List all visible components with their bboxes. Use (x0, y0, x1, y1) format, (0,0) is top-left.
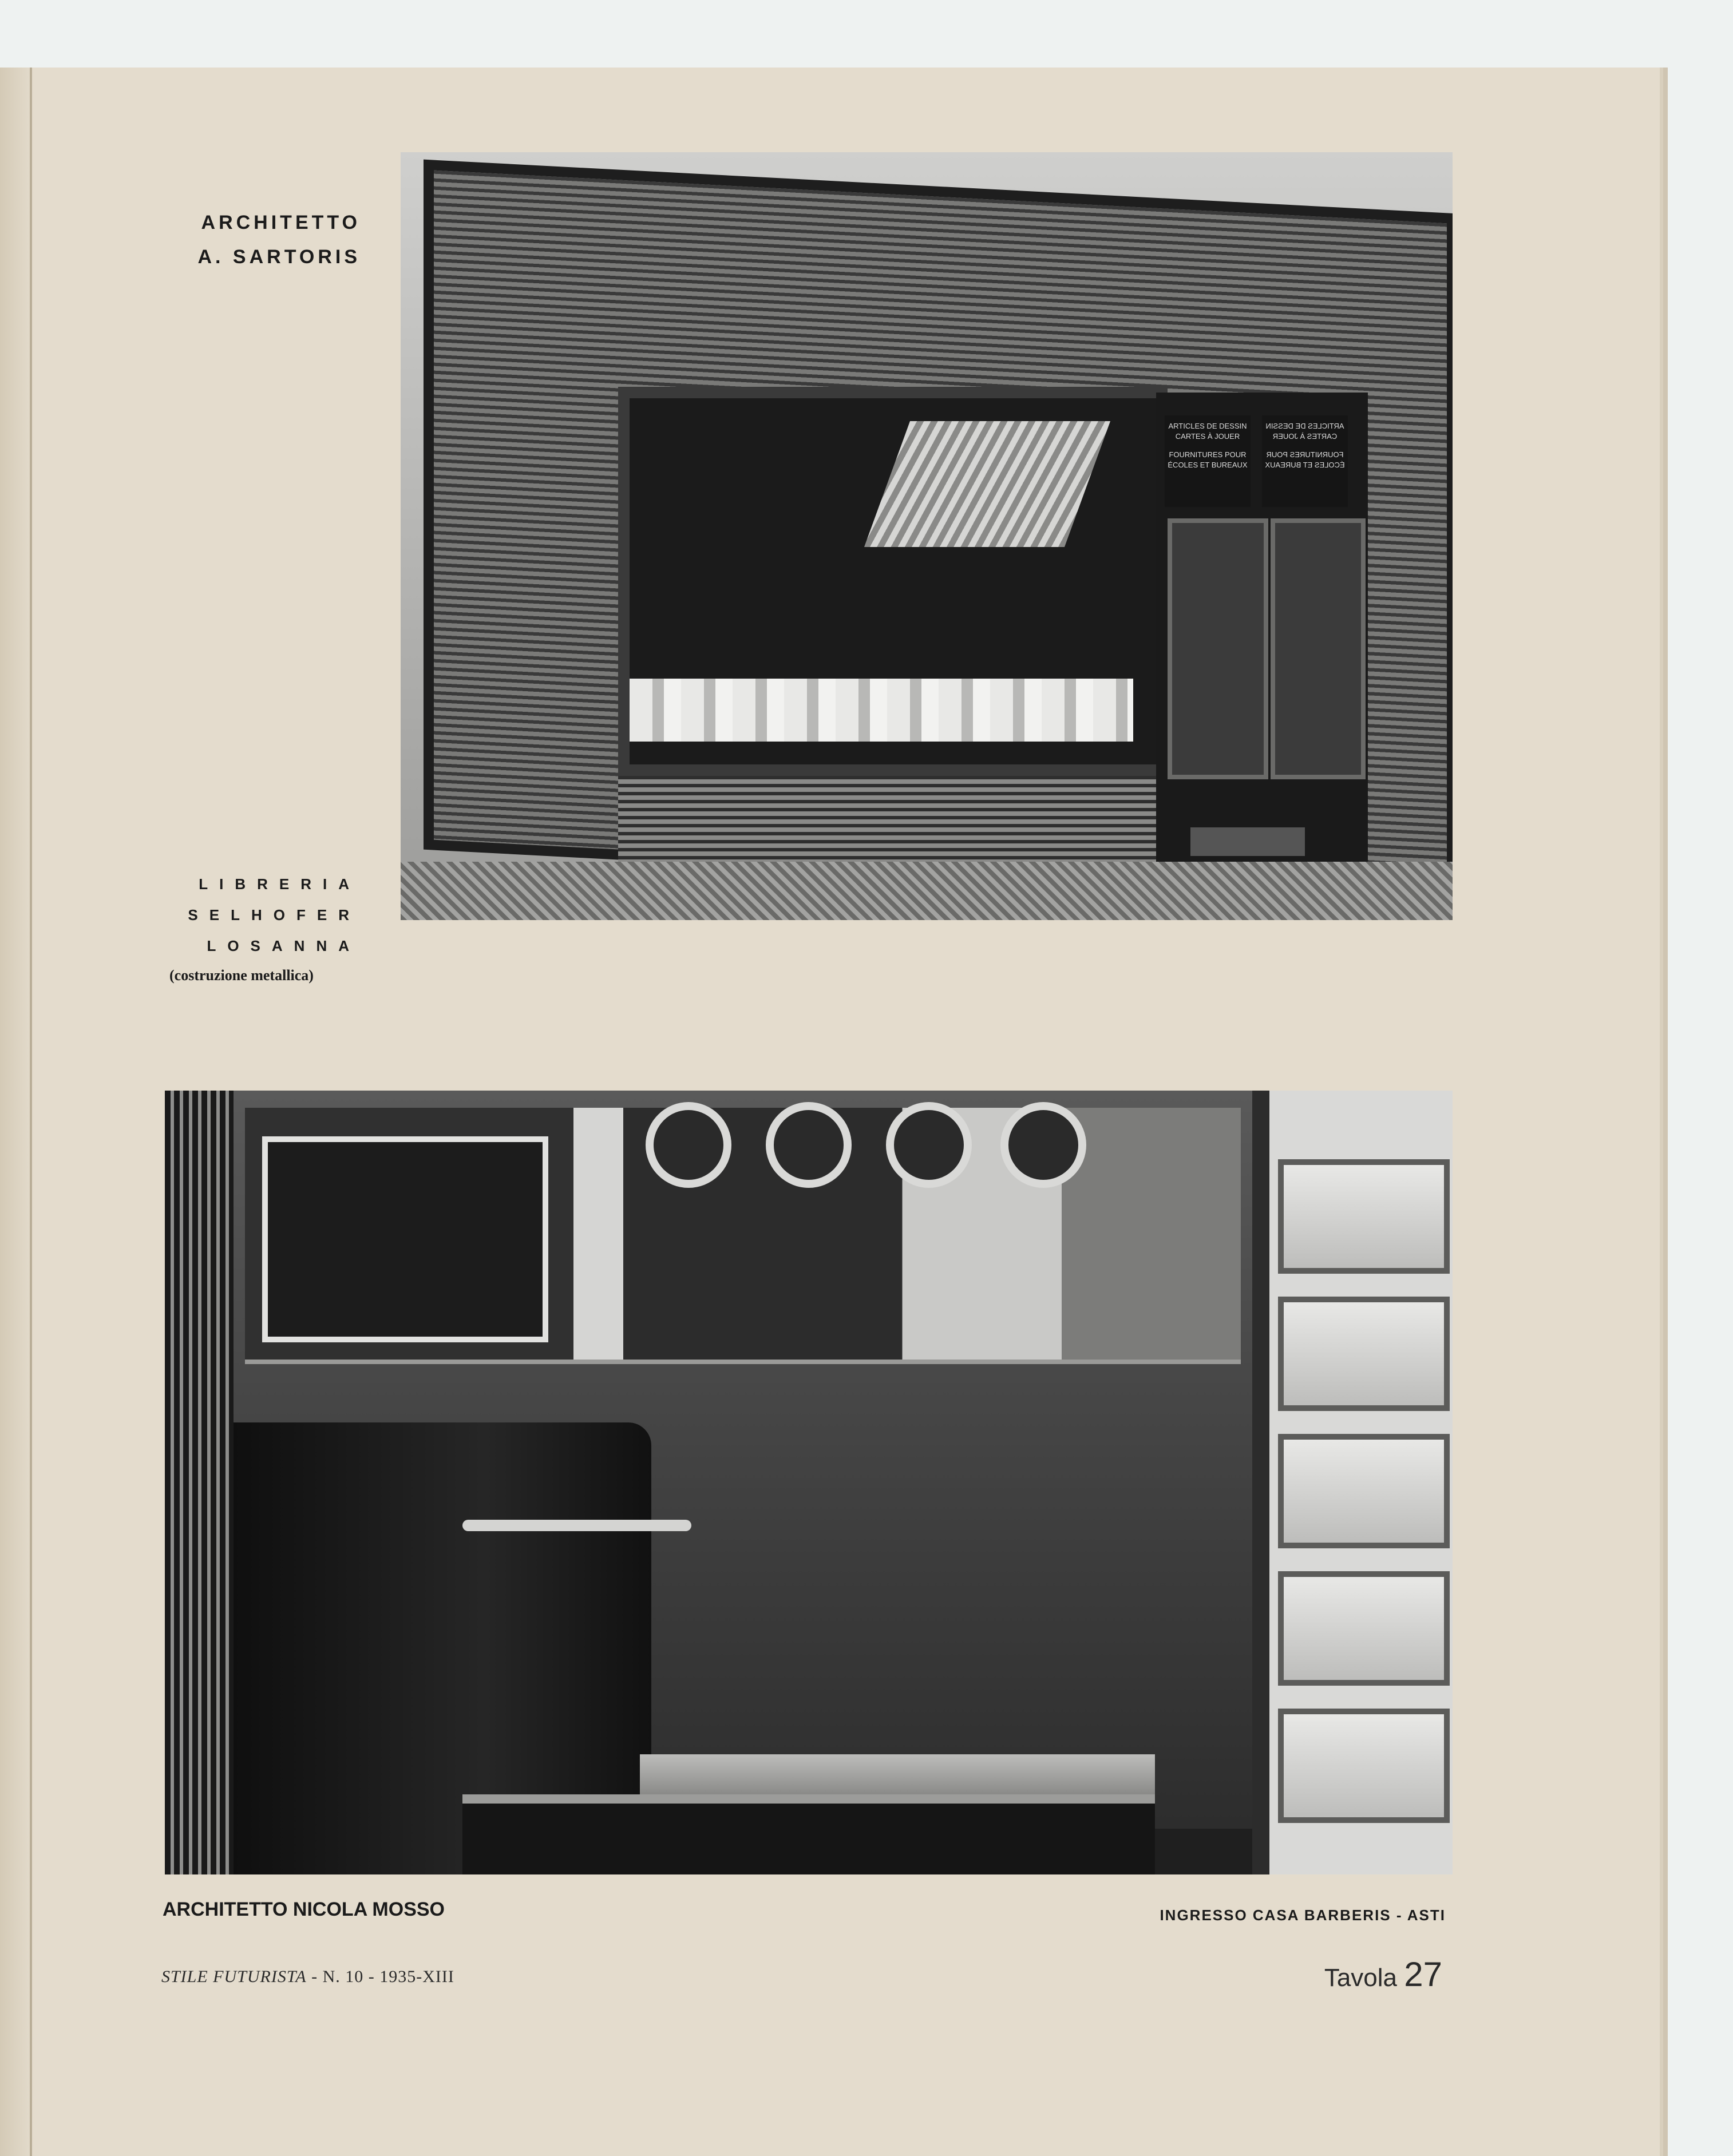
subject-line-1: LIBRERIA (199, 875, 361, 893)
bottom-architect-caption: ARCHITETTO NICOLA MOSSO (163, 1899, 445, 1920)
left-door-frame (165, 1091, 234, 1874)
ceiling-lamp-ring (1000, 1102, 1086, 1188)
book-display (630, 679, 1133, 742)
glass-door-right (1271, 518, 1366, 779)
footer-publication (161, 1967, 454, 1987)
ceiling-lamp-ring (766, 1102, 852, 1188)
architect-line-2: A. SARTORIS (197, 246, 361, 268)
photo-shopfront (401, 152, 1453, 920)
sign-text: ÉCOLES ET BUREAUX (1265, 461, 1345, 469)
subject-line-3: LOSANNA (207, 937, 361, 954)
bottom-subject-caption: INGRESSO CASA BARBERIS - ASTI (1160, 1907, 1446, 1924)
window-base (618, 776, 1168, 873)
glass-door-left (1168, 518, 1268, 779)
binding-gutter (30, 68, 32, 2156)
sign-text: CARTES À JOUER (1175, 432, 1240, 441)
plate-number: 27 (1404, 1955, 1442, 1993)
issue-info: - N. 10 - 1935-XIII (306, 1967, 454, 1986)
sign-text: ÉCOLES ET BUREAUX (1168, 461, 1248, 469)
construction-note: (costruzione metallica) (169, 967, 314, 984)
plate-number-label (1259, 1955, 1442, 1994)
photo-entrance-hall (165, 1091, 1453, 1874)
sign-text: ARTICLES DE DESSIN (1265, 422, 1344, 430)
ceiling-lamp-ring (886, 1102, 972, 1188)
door-glass-panel (1278, 1709, 1450, 1823)
chrome-towel-rail (462, 1520, 691, 1531)
magazine-title: STILE FUTURISTA (161, 1967, 307, 1986)
door-glass-panel (1278, 1571, 1450, 1686)
mirror-reflection-window (262, 1136, 548, 1342)
architect-line-1: ARCHITETTO (201, 212, 361, 233)
door-sign-left (1165, 415, 1251, 507)
door-glass-panel (1278, 1434, 1450, 1548)
plate-label: Tavola (1324, 1964, 1398, 1992)
cobblestone-pavement (401, 862, 1453, 920)
sign-text: FOURNITURES POUR (1266, 450, 1344, 459)
door-glass-panel (1278, 1159, 1450, 1274)
door-glass-panel (1278, 1297, 1450, 1411)
bench-seat (640, 1754, 1155, 1794)
sign-text: FOURNITURES POUR (1169, 450, 1247, 459)
ceiling-lamp-ring (646, 1102, 731, 1188)
bench-base (462, 1794, 1155, 1874)
sign-text: ARTICLES DE DESSIN (1168, 422, 1247, 430)
sign-text: CARTES À JOUER (1272, 432, 1338, 441)
door-mat (1190, 827, 1305, 856)
subject-line-2: SELHOFER (188, 906, 361, 924)
door-sign-right-mirrored (1262, 415, 1348, 507)
